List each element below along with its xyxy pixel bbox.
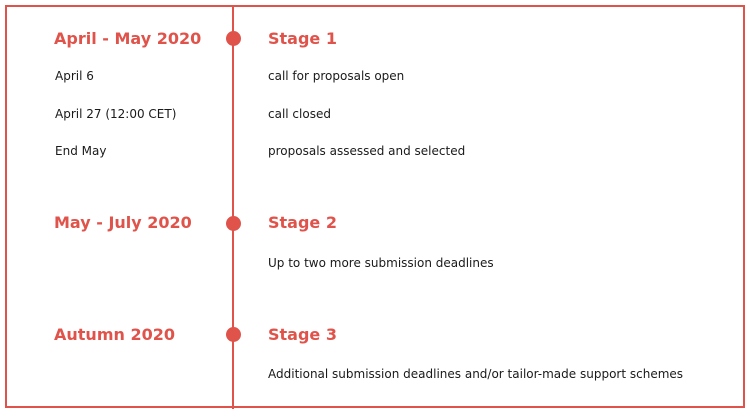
stage-1-period: April - May 2020 [54, 29, 202, 48]
stage-2-period: May - July 2020 [54, 213, 192, 232]
stage-2-marker [226, 216, 241, 231]
stage-1-marker [226, 31, 241, 46]
stage-3-desc-1: Additional submission deadlines and/or tailor-made support schemes [268, 367, 684, 381]
stage-1-title: Stage 1 [268, 29, 337, 48]
stage-3-title: Stage 3 [268, 325, 337, 344]
stage-1-desc-3: proposals assessed and selected [268, 144, 466, 158]
stage-2-title: Stage 2 [268, 213, 337, 232]
stage-1-date-1: April 6 [55, 69, 94, 83]
timeline-frame [5, 5, 745, 408]
stage-2-desc-1: Up to two more submission deadlines [268, 256, 494, 270]
stage-1-date-2: April 27 (12:00 CET) [55, 107, 177, 121]
stage-1-desc-2: call closed [268, 107, 331, 121]
stage-3-period: Autumn 2020 [54, 325, 175, 344]
stage-1-date-3: End May [55, 144, 107, 158]
stage-1-desc-1: call for proposals open [268, 69, 405, 83]
timeline-axis [232, 5, 234, 409]
stage-3-marker [226, 327, 241, 342]
